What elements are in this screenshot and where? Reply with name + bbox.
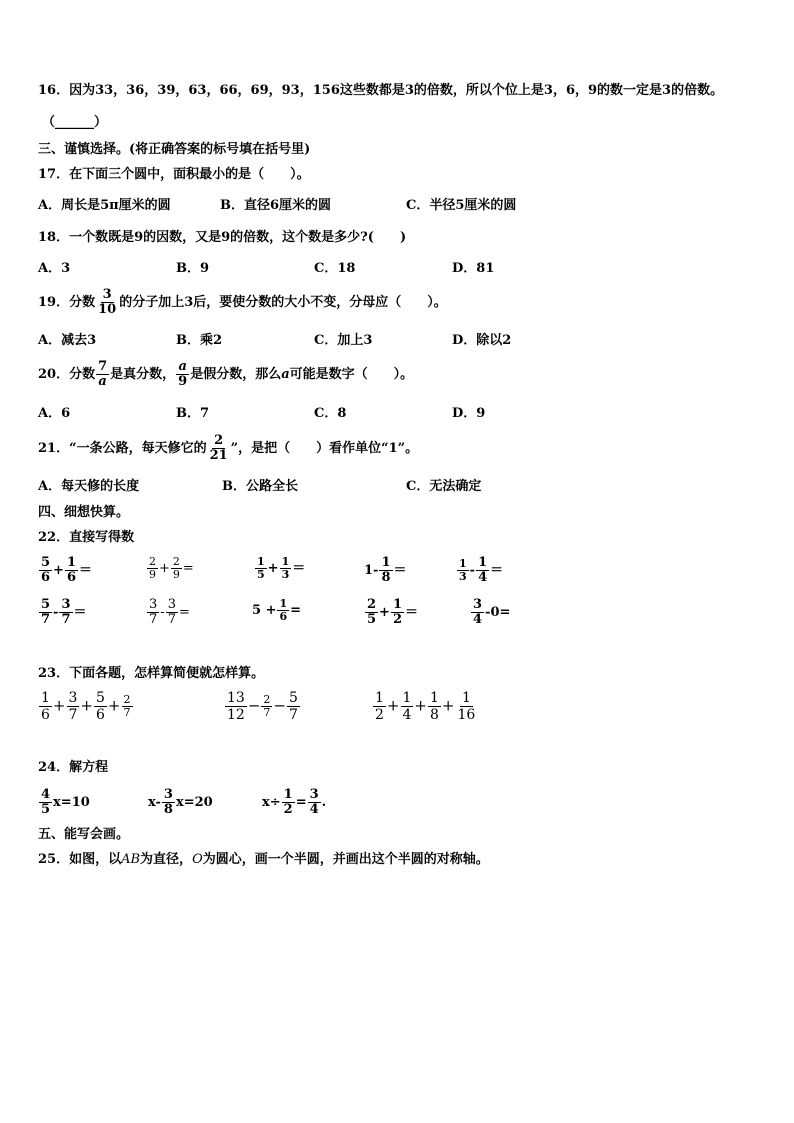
equals: ＝ xyxy=(393,563,407,578)
equals: ＝ xyxy=(73,605,87,620)
question-16-text: 16．因为33，36，39，63，66，69，93，156这些数都是3的倍数，所以个位上是3，6，9的数一定是3的倍数。 xyxy=(38,83,724,98)
frac-den: 9 xyxy=(172,568,180,581)
equals: = xyxy=(295,795,307,810)
frac-num: 1 xyxy=(461,690,471,706)
q21-fraction xyxy=(208,434,230,463)
q22-r2-c4 xyxy=(364,598,418,627)
operator: + xyxy=(80,696,93,715)
q21-suffix: ”，是把（ ）看作单位“1”。 xyxy=(230,441,419,456)
frac-den: 16 xyxy=(457,707,476,723)
frac xyxy=(122,694,133,719)
section-5-heading: 五、能写会画。 xyxy=(38,827,130,842)
lead: 5 + xyxy=(252,603,277,618)
operator: -0= xyxy=(485,605,511,620)
frac xyxy=(59,598,72,627)
q19-option-a: A．减去3 xyxy=(38,333,97,348)
frac xyxy=(39,598,52,627)
frac-den: 4 xyxy=(478,570,488,585)
q19-prefix: 19．分数 xyxy=(38,295,96,310)
frac-den: 6 xyxy=(96,707,105,723)
frac-den: 7 xyxy=(167,612,176,627)
q22-r1-c1 xyxy=(38,556,92,585)
lead: 1- xyxy=(364,563,379,578)
frac-den: 6 xyxy=(41,570,51,585)
equation-tail: x=10 xyxy=(53,795,90,810)
q20-variable: a xyxy=(281,367,290,382)
frac-den: 7 xyxy=(149,612,158,627)
q22-r1-c5 xyxy=(456,556,503,585)
frac-den: 5 xyxy=(367,612,377,627)
q18-option-d: D．81 xyxy=(452,261,495,276)
section-4-heading: 四、细想快算。 xyxy=(38,505,130,520)
q19-option-c: C．加上3 xyxy=(314,333,373,348)
period: . xyxy=(321,795,327,810)
operator: + xyxy=(267,561,279,576)
q19-frac-num: 3 xyxy=(102,287,112,302)
frac-num: 2 xyxy=(172,555,180,568)
q22-r2-c3 xyxy=(252,598,301,623)
operator: + xyxy=(441,696,455,715)
q20-suffix-1: 是假分数，那么 xyxy=(190,367,282,382)
q21-prefix: 21．“一条公路，每天修它的 xyxy=(38,441,207,456)
q20-frac1-num: 7 xyxy=(98,359,108,374)
question-20-text xyxy=(38,360,413,389)
frac-num: 3 xyxy=(61,597,71,612)
frac-num: 13 xyxy=(227,690,245,706)
question-18-text: 18．一个数既是9的因数，又是9的倍数，这个数是多少?( ) xyxy=(38,230,407,245)
frac-den: 3 xyxy=(459,570,467,583)
q23-expression-2 xyxy=(224,690,301,723)
frac-den: 5 xyxy=(41,802,51,817)
q24-equation-2 xyxy=(148,788,213,817)
frac-den: 5 xyxy=(257,568,265,581)
equals: ＝ xyxy=(405,605,419,620)
frac xyxy=(401,690,414,723)
q21-frac-num: 2 xyxy=(214,433,224,448)
q22-r1-c3 xyxy=(254,556,305,581)
q25-mid: 为直径， xyxy=(140,852,193,867)
frac-den: 7 xyxy=(68,707,78,723)
q17-option-a: A．周长是5π厘米的圆 xyxy=(38,198,171,213)
question-16-answer-blank[interactable]: （______） xyxy=(42,115,108,130)
frac-num: 1 xyxy=(66,555,76,570)
question-17-text: 17．在下面三个圆中，面积最小的是（ ）。 xyxy=(38,167,310,182)
q17-option-c: C．半径5厘米的圆 xyxy=(406,198,517,213)
frac xyxy=(166,598,178,627)
q22-r1-c4 xyxy=(364,556,407,585)
frac-num: 1 xyxy=(478,555,488,570)
q20-mid: 是真分数， xyxy=(110,367,176,382)
q19-suffix: 的分子加上3后，要使分数的大小不变，分母应（ ）。 xyxy=(119,295,447,310)
frac xyxy=(373,690,386,723)
frac-den: 7 xyxy=(263,706,271,719)
frac-num: 3 xyxy=(163,787,173,802)
frac-num: 3 xyxy=(309,787,319,802)
q19-option-b: B．乘2 xyxy=(176,333,223,348)
frac-den: 4 xyxy=(309,802,319,817)
frac-num: 1 xyxy=(430,690,439,706)
operator: - xyxy=(53,605,59,620)
operator: + xyxy=(379,605,390,620)
q20-option-a: A．6 xyxy=(38,406,71,421)
frac-num: 2 xyxy=(263,693,271,706)
frac-den: 2 xyxy=(392,612,402,627)
equals: = xyxy=(290,603,302,618)
frac-num: 1 xyxy=(459,557,467,570)
frac-num: 1 xyxy=(257,555,265,568)
operator: + xyxy=(53,563,64,578)
q24-equation-1 xyxy=(38,788,90,817)
q20-frac2-den: 9 xyxy=(178,374,188,389)
equation-tail: x=20 xyxy=(175,795,213,810)
frac xyxy=(379,556,392,585)
q20-frac2-num: a xyxy=(178,359,187,374)
frac xyxy=(147,598,159,627)
frac xyxy=(365,598,378,627)
frac-den: 6 xyxy=(41,707,50,723)
frac-den: 6 xyxy=(66,570,76,585)
q25-prefix: 25．如图，以 xyxy=(38,852,122,867)
frac-num: 3 xyxy=(149,597,158,612)
operator: - xyxy=(469,563,476,578)
frac xyxy=(225,690,247,723)
frac xyxy=(65,556,78,585)
q19-frac-den: 10 xyxy=(98,302,117,317)
frac xyxy=(261,694,272,719)
frac-den: 8 xyxy=(430,707,439,723)
frac-num: 2 xyxy=(367,597,377,612)
q18-option-c: C．18 xyxy=(314,261,356,276)
frac-num: 1 xyxy=(41,690,50,706)
frac-den: 7 xyxy=(61,612,71,627)
frac xyxy=(94,690,107,723)
frac xyxy=(67,690,80,723)
frac xyxy=(471,598,484,627)
lead: x- xyxy=(148,795,161,810)
q21-option-b: B．公路全长 xyxy=(222,479,298,494)
equals: ＝ xyxy=(79,563,93,578)
frac-den: 4 xyxy=(473,612,483,627)
frac xyxy=(282,788,295,817)
frac-num: 5 xyxy=(41,555,51,570)
q20-suffix-2: 可能是数字（ ）。 xyxy=(289,367,414,382)
frac-den: 9 xyxy=(149,568,156,581)
operator: + xyxy=(52,696,66,715)
q20-option-d: D．9 xyxy=(452,406,486,421)
frac-num: 1 xyxy=(381,555,391,570)
q25-o-label: O xyxy=(192,852,203,867)
q19-option-d: D．除以2 xyxy=(452,333,512,348)
frac xyxy=(277,598,289,623)
question-22-title: 22．直接写得数 xyxy=(38,530,135,545)
operator: − xyxy=(247,696,261,715)
frac xyxy=(39,788,52,817)
q20-prefix: 20．分数 xyxy=(38,367,96,382)
frac-den: 2 xyxy=(283,802,293,817)
q23-expression-3 xyxy=(372,690,478,723)
q18-option-b: B．9 xyxy=(176,261,210,276)
q21-option-a: A．每天修的长度 xyxy=(38,479,140,494)
frac-num: 3 xyxy=(473,597,483,612)
frac-num: 1 xyxy=(402,690,412,706)
frac-num: 3 xyxy=(167,597,176,612)
question-25-text xyxy=(38,852,489,868)
question-24-title: 24．解方程 xyxy=(38,760,109,775)
frac xyxy=(457,558,469,583)
section-3-heading: 三、谨慎选择。(将正确答案的标号填在括号里) xyxy=(38,142,311,157)
frac xyxy=(287,690,300,723)
frac xyxy=(147,556,158,581)
q19-fraction xyxy=(96,288,118,317)
frac-den: 4 xyxy=(402,707,412,723)
frac-num: 2 xyxy=(123,693,131,706)
frac-den: 3 xyxy=(281,568,290,581)
frac-den: 7 xyxy=(41,612,51,627)
operator: + xyxy=(107,696,121,715)
frac-den: 6 xyxy=(279,610,288,623)
frac-den: 12 xyxy=(227,707,245,723)
frac xyxy=(162,788,175,817)
q23-expression-1 xyxy=(38,690,134,723)
frac-num: 5 xyxy=(288,690,298,706)
equals: = xyxy=(182,561,194,576)
frac xyxy=(39,690,52,723)
q22-r2-c5 xyxy=(470,598,510,627)
q17-option-b: B．直径6厘米的圆 xyxy=(220,198,332,213)
q22-r2-c1 xyxy=(38,598,87,627)
frac xyxy=(39,556,52,585)
frac-num: 4 xyxy=(41,787,51,802)
frac xyxy=(171,556,182,581)
frac xyxy=(391,598,404,627)
frac-num: 1 xyxy=(283,787,293,802)
frac-den: 8 xyxy=(381,570,391,585)
q18-option-a: A．3 xyxy=(38,261,71,276)
q20-frac1-den: a xyxy=(98,374,107,389)
q21-frac-den: 21 xyxy=(209,448,228,463)
operator: + xyxy=(159,561,170,576)
q20-fraction-2 xyxy=(176,360,189,389)
question-19-text xyxy=(38,288,447,317)
frac xyxy=(456,690,478,723)
frac xyxy=(255,556,267,581)
frac-num: 1 xyxy=(375,690,384,706)
frac xyxy=(428,690,441,723)
q22-r2-c2 xyxy=(146,598,190,627)
q25-suffix: 为圆心，画一个半圆，并画出这个半圆的对称轴。 xyxy=(202,852,489,867)
equals: ＝ xyxy=(490,563,504,578)
operator: + xyxy=(414,696,427,715)
q22-r1-c2 xyxy=(146,556,194,581)
frac-num: 1 xyxy=(392,597,402,612)
frac-num: 2 xyxy=(149,555,156,568)
q20-option-b: B．7 xyxy=(176,406,210,421)
frac-num: 5 xyxy=(96,690,105,706)
q20-fraction-1 xyxy=(96,360,109,389)
frac-den: 7 xyxy=(288,707,298,723)
frac xyxy=(280,556,292,581)
q21-option-c: C．无法确定 xyxy=(406,479,482,494)
frac-num: 1 xyxy=(281,555,290,568)
question-23-title: 23．下面各题，怎样算简便就怎样算。 xyxy=(38,666,265,681)
equals: ＝ xyxy=(292,561,306,576)
frac-num: 5 xyxy=(41,597,51,612)
frac xyxy=(476,556,489,585)
q24-equation-3 xyxy=(262,788,326,817)
equals: = xyxy=(178,605,190,620)
lead: x÷ xyxy=(262,795,281,810)
frac-den: 7 xyxy=(123,706,131,719)
frac-num: 1 xyxy=(279,597,288,610)
question-21-text xyxy=(38,434,418,463)
q25-ab-label: AB xyxy=(121,852,141,867)
frac-den: 2 xyxy=(375,707,384,723)
operator: − xyxy=(273,696,286,715)
frac xyxy=(308,788,321,817)
frac-num: 3 xyxy=(68,690,78,706)
operator: - xyxy=(160,605,165,620)
q20-option-c: C．8 xyxy=(314,406,347,421)
frac-den: 8 xyxy=(163,802,173,817)
operator: + xyxy=(386,696,400,715)
